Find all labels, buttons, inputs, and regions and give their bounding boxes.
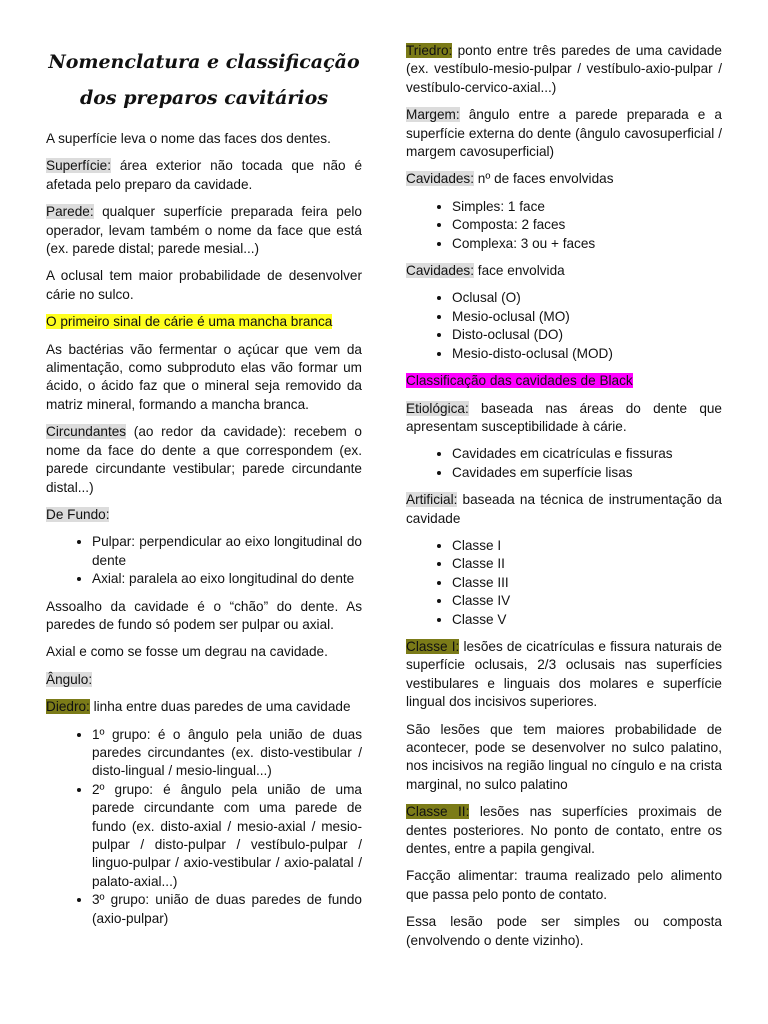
cavidades-faces-paragraph	[406, 170, 722, 188]
list-item: • Classe V	[452, 611, 722, 629]
parede-text: qualquer superfície preparada feira pelo operador, levam também o nome da face que está (ex. parede distal; parede mesial...)	[46, 204, 362, 257]
right-column	[406, 42, 722, 959]
cavidades-faces-label: Cavidades:	[406, 171, 475, 187]
circundantes-paragraph	[46, 423, 362, 497]
diedro-paragraph	[46, 698, 362, 716]
list-item: • Axial: paralela ao eixo longitudinal do dente	[92, 570, 362, 588]
parede-label: Parede:	[46, 204, 94, 220]
list-item: • 1º grupo: é o ângulo pela união de duas paredes circundantes (ex. disto-vestibular / disto-lingual / mesio-lingual...)	[92, 726, 362, 781]
angulo-label: Ângulo:	[46, 671, 93, 687]
cavidades-face-text: face envolvida	[474, 263, 565, 279]
diedro-text: linha entre duas paredes de uma cavidade	[89, 699, 351, 715]
etiologica-paragraph	[406, 400, 722, 437]
list-item: • Classe I	[452, 537, 722, 555]
list-item: • 2º grupo: é ângulo pela união de uma parede circundante com uma parede de fundo (ex. disto-axial / mesio-axial / mesio-pulpar / disto-pulpar / vestíbulo-pulpar / linguo-pulpar / axio-vestibular / axio-palatal / palato-axial...)	[92, 781, 362, 891]
classe1-label: Classe I:	[406, 638, 460, 654]
list-item: • 3º grupo: união de duas paredes de fundo (axio-pulpar)	[92, 891, 362, 928]
classes-list	[406, 537, 722, 629]
diedro-list	[46, 726, 362, 928]
classe1-text: lesões de cicatrículas e fissura naturais de superfície oclusais, 2/3 oclusais nas superfícies vestibulares e linguais dos molares e superfície lingual dos incisivos superiores.	[406, 638, 722, 710]
angulo-paragraph	[46, 671, 362, 689]
margem-label: Margem:	[406, 107, 460, 123]
superficie-label: Superfície:	[46, 158, 111, 174]
margem-text: ângulo entre a parede preparada e a superfície externa do dente (ângulo cavosuperficial / margem cavosuperficial)	[406, 107, 722, 160]
intro-paragraph: A superfície leva o nome das faces dos dentes.	[46, 131, 331, 146]
primeiro-sinal-highlight: O primeiro sinal de cárie é uma mancha branca	[46, 314, 333, 330]
black-paragraph	[406, 372, 722, 390]
circundantes-label: Circundantes	[46, 424, 127, 440]
triedro-text: ponto entre três paredes de uma cavidade (ex. vestíbulo-mesio-pulpar / vestíbulo-axio-pulpar / vestíbulo-cervico-axial...)	[406, 43, 722, 95]
primeiro-sinal-paragraph	[46, 313, 362, 331]
superficie-paragraph	[46, 157, 362, 194]
list-item: • Cavidades em superfície lisas	[452, 464, 722, 482]
diedro-label: Diedro:	[46, 699, 90, 715]
list-item: • Composta: 2 faces	[452, 216, 722, 234]
etiologica-text: baseada nas áreas do dente que apresentam susceptibilidade à cárie.	[406, 400, 722, 434]
title-line-1: Nomenclatura e classificação	[48, 51, 360, 73]
cavidades-faces-text: nº de faces envolvidas	[474, 171, 614, 187]
artificial-text: baseada na técnica de instrumentação da cavidade	[406, 492, 722, 526]
etiologica-label: Etiológica:	[406, 400, 469, 416]
list-item: • Complexa: 3 ou + faces	[452, 235, 722, 253]
list-item: • Classe III	[452, 574, 722, 592]
de-fundo-label: De Fundo:	[46, 506, 110, 522]
margem-paragraph	[406, 106, 722, 161]
faccao-paragraph: Facção alimentar: trauma realizado pelo alimento que passa pelo ponto de contato.	[406, 868, 722, 902]
classe1-paragraph	[406, 638, 722, 712]
black-highlight: Classificação das cavidades de Black	[406, 373, 633, 389]
classe2-text: lesões nas superfícies proximais de dentes posteriores. No ponto de contato, entre os dentes, entre a papila gengival.	[406, 804, 722, 857]
cavidades-face-paragraph	[406, 262, 722, 280]
parede-paragraph	[46, 203, 362, 258]
list-item: • Disto-oclusal (DO)	[452, 326, 722, 344]
axial-degrau-paragraph: Axial e como se fosse um degrau na cavidade.	[46, 644, 328, 660]
cavidades-face-label: Cavidades:	[406, 263, 475, 279]
list-item: • Cavidades em cicatrículas e fissuras	[452, 445, 722, 463]
de-fundo-paragraph	[46, 506, 362, 524]
superficie-text: área exterior não tocada que não é afetada pelo preparo da cavidade.	[46, 158, 362, 192]
lesoes-prob-paragraph: São lesões que tem maiores probabilidade de acontecer, pode se desenvolver no sulco palatino, nos incisivos na região lingual no cíngulo e na crista marginal, no sulco palatino	[406, 721, 722, 792]
classe2-label: Classe II:	[406, 804, 470, 820]
triedro-label: Triedro:	[406, 43, 453, 58]
list-item: • Classe IV	[452, 592, 722, 610]
faces-list	[406, 198, 722, 253]
assoalho-paragraph: Assoalho da cavidade é o “chão” do dente. As paredes de fundo só podem ser pulpar ou axial.	[46, 598, 362, 632]
face-list	[406, 289, 722, 363]
fundo-list	[46, 533, 362, 588]
bacterias-paragraph: As bactérias vão fermentar o açúcar que vem da alimentação, como subproduto elas vão formar um ácido, o ácido faz que o mineral seja removido da matriz mineral, formando a mancha branca.	[46, 341, 362, 412]
list-item: • Mesio-disto-oclusal (MOD)	[452, 345, 722, 363]
list-item: • Mesio-oclusal (MO)	[452, 308, 722, 326]
list-item: • Classe II	[452, 555, 722, 573]
left-column	[46, 0, 362, 937]
classe2-paragraph	[406, 803, 722, 858]
list-item: • Simples: 1 face	[452, 198, 722, 216]
list-item: • Pulpar: perpendicular ao eixo longitudinal do dente	[92, 533, 362, 570]
artificial-label: Artificial:	[406, 492, 458, 508]
oclusal-paragraph: A oclusal tem maior probabilidade de desenvolver cárie no sulco.	[46, 268, 362, 302]
etiologica-list	[406, 445, 722, 482]
page-title	[46, 44, 362, 116]
circundantes-text: (ao redor da cavidade): recebem o nome da face do dente a que correspondem (ex. parede circundante vestibular; parede circundante distal...)	[46, 424, 362, 495]
essa-lesao-paragraph: Essa lesão pode ser simples ou composta (envolvendo o dente vizinho).	[406, 914, 722, 948]
triedro-paragraph	[406, 42, 722, 97]
artificial-paragraph	[406, 491, 722, 528]
list-item: • Oclusal (O)	[452, 289, 722, 307]
title-line-2: dos preparos cavitários	[79, 87, 329, 109]
